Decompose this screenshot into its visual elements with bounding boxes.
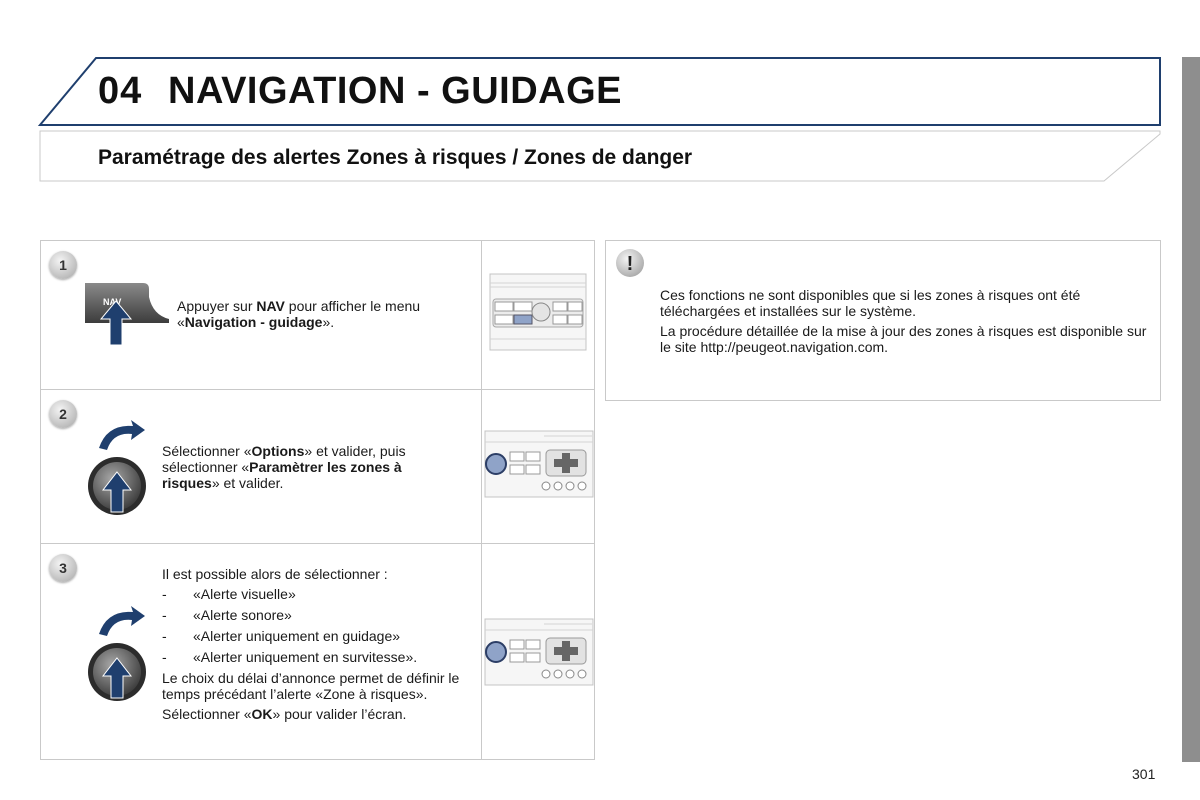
warning-box [605,240,1161,401]
rotary-knob-icon [81,602,147,702]
step-badge-3: 3 [49,554,77,582]
text-segment: » et valider, puis sélectionner « [162,443,406,475]
step-badge-2: 2 [49,400,77,428]
nav-button-highlight [514,315,532,324]
text-segment: Paramètrer les zones à risques [162,459,402,491]
section-title: Paramétrage des alertes Zones à risques / Zones de danger [98,146,693,169]
nav-button-label: NAV [103,297,122,307]
text-segment: NAV [256,298,285,314]
text-segment: OK [251,706,273,722]
console-illustration [484,430,594,498]
warning-paragraph: La procédure détaillée de la mise à jour des zones à risques est disponible sur le site http://peugeot.navigation.com. [660,323,1147,355]
text-segment: Appuyer sur [177,298,257,314]
warning-text [660,287,1152,359]
text-segment: Navigation - guidage [184,314,323,330]
text-segment: Sélectionner « [162,443,252,459]
step-3-final [162,706,472,722]
step-badge-1: 1 [49,251,77,279]
step-row-3 [41,544,594,759]
step-1-text [177,298,467,330]
text-segment: » pour valider l’écran. [272,706,407,722]
step-3-text [162,566,472,722]
chapter-title: NAVIGATION - GUIDAGE [168,70,623,112]
rotary-knob-icon [81,416,147,516]
rotate-arrow-icon [99,606,145,636]
step-row-2 [41,390,594,543]
step-3-intro: Il est possible alors de sélectionner : [162,566,388,582]
knob-highlight [486,454,506,474]
warning-paragraph: Ces fonctions ne sont disponibles que si les zones à risques ont été téléchargées et installées sur le système. [660,287,1081,319]
list-item: - «Alerter uniquement en survitesse». [162,647,472,668]
list-item: - «Alerte sonore» [162,605,472,626]
page-number: 301 [1132,766,1156,782]
steps-table [40,240,595,760]
rotate-arrow-icon [99,420,145,450]
chapter-number: 04 [98,70,143,112]
list-item: - «Alerte visuelle» [162,584,472,605]
text-segment: ». [322,314,335,330]
nav-button-icon [83,279,173,351]
list-item: - «Alerter uniquement en guidage» [162,626,472,647]
text-segment: » et valider. [211,475,284,491]
console-illustration [489,273,587,351]
step-row-1 [41,241,594,389]
text-segment: Options [251,443,305,459]
alert-options-list [162,584,472,668]
chapter-sidebar-tab [1182,57,1200,762]
exclamation-glyph: ! [626,253,634,275]
text-segment: Sélectionner « [162,706,252,722]
step-2-text [162,443,452,491]
knob-highlight [486,642,506,662]
exclamation-icon [614,247,646,279]
console-illustration [484,618,594,686]
step-3-note: Le choix du délai d’annonce permet de définir le temps précédant l’alerte «Zone à risques». [162,670,460,702]
text-segment: pour afficher le menu « [177,298,421,330]
